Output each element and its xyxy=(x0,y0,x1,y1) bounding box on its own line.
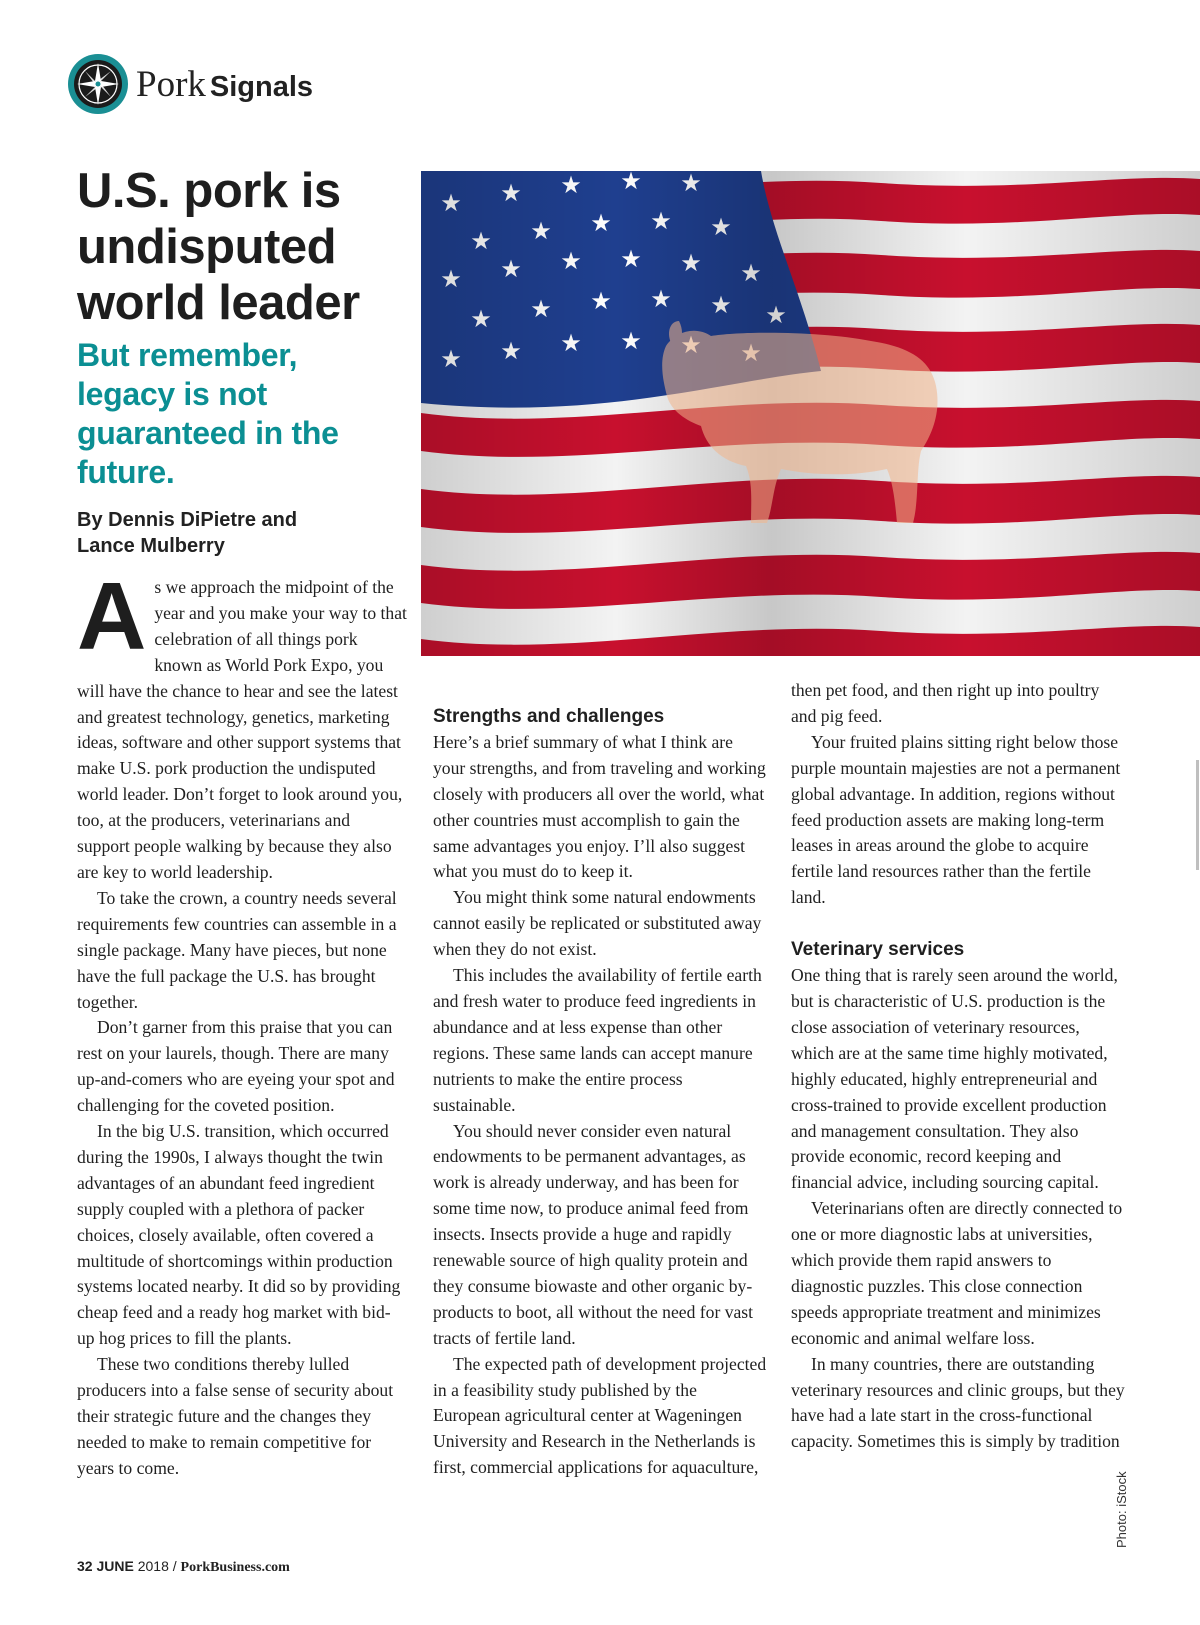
paragraph: To take the crown, a country needs several requirements few countries can assemble in a single package. Many have pieces, but none have the full package the U.S. has brought together. xyxy=(77,887,397,1012)
issue-year: 2018 xyxy=(137,1558,169,1574)
issue-month: JUNE xyxy=(96,1558,134,1574)
page-folio xyxy=(77,1558,290,1576)
paragraph: In many countries, there are outstanding veterinary resources and clinic groups, but they have had a late start in the cross-functional capacity. Sometimes this is simply by tradition xyxy=(791,1353,1125,1452)
paragraph: Here’s a brief summary of what I think are your strengths, and from traveling and working closely with producers all over the world, what other countries must accomplish to gain the same advantages you enjoy. I’ll also suggest what you must do to keep it. xyxy=(433,731,766,882)
paragraph: As we approach the midpoint of the year and you make your way to that celebration of all things pork known as World Pork Expo, you will have the chance to hear and see the latest and greatest technology, genetics, marketing ideas, software and other support systems that make U.S. pork production the undisputed world leader. Don’t forget to look around you, too, at the producers, veterinarians and support people walking by because they also are key to world leadership. xyxy=(77,563,407,882)
paragraph: These two conditions thereby lulled producers into a false sense of security about their strategic future and the changes they needed to make to remain competitive for years to come. xyxy=(77,1354,394,1478)
subhead-veterinary: Veterinary services xyxy=(791,939,965,961)
article-column-2 xyxy=(433,704,768,1481)
section-word-signals: Signals xyxy=(209,71,314,103)
paragraph: This includes the availability of fertile earth and fresh water to produce feed ingredients in abundance and at less expense than other regions. These same lands can accept manure nutrients to make the entire process sustainable. xyxy=(433,965,762,1115)
paragraph: Don’t garner from this praise that you can rest on your laurels, though. There are many up-and-comers who are eyeing your spot and challenging for the coveted position. xyxy=(77,1017,395,1116)
article-column-1 xyxy=(77,563,407,1482)
paragraph: Your fruited plains sitting right below those purple mountain majesties are not a permanent global advantage. In addition, regions without feed production assets are making long-term leases in areas around the globe to acquire fertile land resources rather than the fertile land. xyxy=(791,731,1121,908)
paragraph: The expected path of development projected in a feasibility study published by the European agricultural center at Wageningen University and Research in the Netherlands is first, commercial applications for aquaculture, xyxy=(433,1353,767,1478)
flag-pig-photo xyxy=(421,171,1200,656)
folio-separator: / xyxy=(172,1558,177,1574)
byline-line-2: Lance Mulberry xyxy=(77,535,225,557)
drop-cap: A xyxy=(77,563,147,670)
paragraph: You should never consider even natural endowments to be permanent advantages, as work is already underway, and has been for some time now, to produce animal feed from insects. Insects provide a huge and rapidly renewable source of high quality protein and they consume biowaste and other organic by-products to boot, all without the need for vast tracts of fertile land. xyxy=(433,1120,754,1348)
photo-credit: Photo: iStock xyxy=(1114,1471,1129,1548)
subhead-strengths: Strengths and challenges xyxy=(433,706,665,727)
site-name: PorkBusiness.com xyxy=(180,1560,290,1575)
page-edge-mark xyxy=(1196,760,1199,870)
section-word-pork: Pork xyxy=(136,64,206,105)
compass-rose-icon xyxy=(66,52,130,116)
page-number: 32 xyxy=(77,1558,93,1574)
paragraph: then pet food, and then right up into poultry and pig feed. xyxy=(791,680,1100,726)
paragraph: One thing that is rarely seen around the world, but is characteristic of U.S. production is the close association of veterinary resources, which are at the same time highly motivated, highly educated, highly entrepreneurial and cross-trained to provide excellent production and management consultation. They also provide economic, record keeping and financial advice, including sourcing capital. xyxy=(791,965,1118,1193)
paragraph: In the big U.S. transition, which occurred during the 1990s, I always thought the twin advantages of an abundant feed ingredient supply coupled with a plethora of packer choices, closely available, often covered a multitude of shortcomings within production systems located nearby. It did so by providing cheap feed and a ready hog market with bid-up hog prices to fill the plants. xyxy=(77,1121,401,1349)
byline-line-1: By Dennis DiPietre and xyxy=(77,509,298,531)
byline xyxy=(77,507,377,559)
headline: U.S. pork is undisputed world leader xyxy=(77,164,360,330)
article-column-3 xyxy=(791,678,1126,1455)
paragraph: You might think some natural endowments cannot easily be replicated or substituted away when they do not exist. xyxy=(433,887,762,960)
deck: But remember, legacy is not guaranteed in the future. xyxy=(77,337,339,490)
paragraph: Veterinarians often are directly connected to one or more diagnostic labs at universities, which provide them rapid answers to diagnostic puzzles. This close connection speeds appropriate treatment and minimizes economic and animal welfare loss. xyxy=(791,1198,1123,1348)
section-title xyxy=(136,66,313,103)
